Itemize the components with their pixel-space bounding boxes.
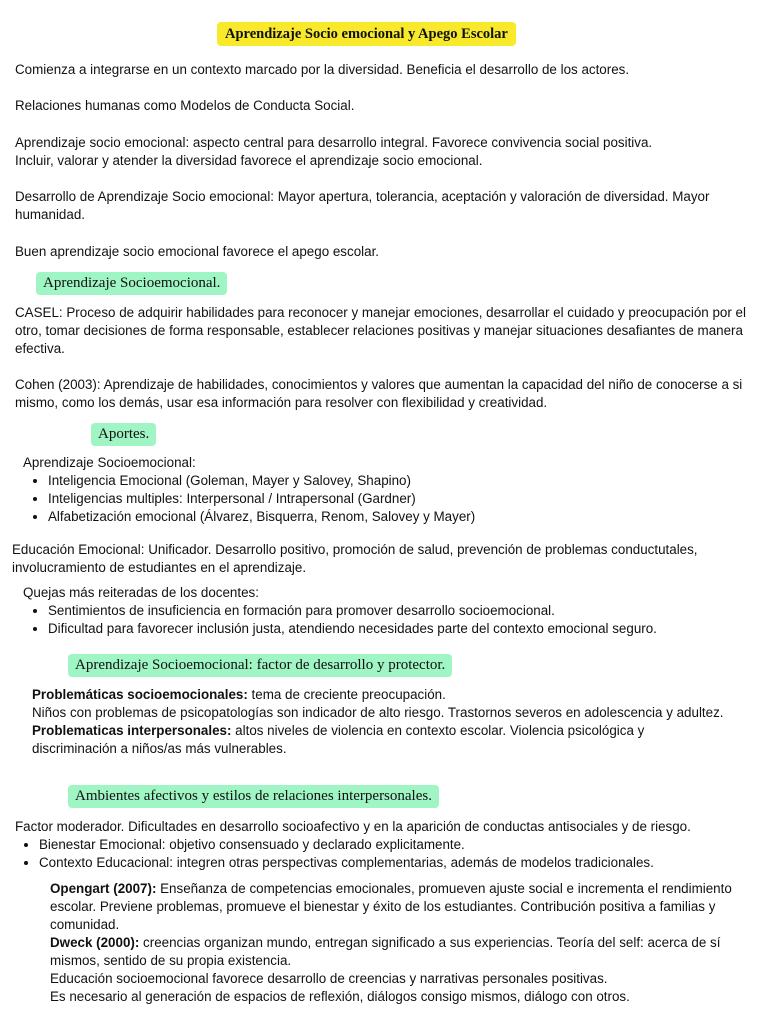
intro-paragraph-4: Desarrollo de Aprendizaje Socio emocional: Mayor apertura, tolerancia, aceptación y valoración de diversidad. Mayor humanidad.	[15, 189, 710, 222]
factor-block	[32, 686, 732, 758]
psicopatologias-text: Niños con problemas de psicopatologías son indicador de alto riesgo. Trastornos severos en adolescencia y adultez.	[32, 705, 724, 720]
intro-line: Incluir, valorar y atender la diversidad favorece el aprendizaje socio emocional.	[15, 153, 483, 168]
document-title: Aprendizaje Socio emocional y Apego Escolar	[217, 22, 516, 46]
intro-paragraph-5: Buen aprendizaje socio emocional favorece el apego escolar.	[15, 244, 380, 259]
opengart-paragraph	[50, 880, 738, 934]
references-block	[50, 880, 738, 1006]
intro-paragraph-3	[15, 134, 760, 170]
factor-moderador: Factor moderador. Dificultades en desarrollo socioafectivo y en la aparición de conductas antisociales y de riesgo.	[15, 819, 691, 834]
section-heading-ambientes: Ambientes afectivos y estilos de relaciones interpersonales.	[68, 785, 439, 808]
section-heading-aprendizaje: Aprendizaje Socioemocional.	[36, 272, 227, 295]
closing-line: Es necesario al generación de espacios de reflexión, diálogos consigo mismos, diálogo con otros.	[50, 989, 630, 1004]
dweck-paragraph	[50, 934, 738, 970]
section-heading-factor: Aprendizaje Socioemocional: factor de desarrollo y protector.	[68, 654, 452, 677]
text: altos niveles de violencia en contexto escolar. Violencia psicológica y discriminación a niños/as más vulnerables.	[32, 723, 645, 756]
list-item: • Inteligencias multiples: Interpersonal / Intrapersonal (Gardner)	[48, 490, 758, 508]
bold-label: Problematicas interpersonales:	[32, 723, 232, 738]
text: tema de creciente preocupación.	[247, 687, 446, 702]
problematicas-socioemocionales	[32, 686, 732, 704]
cohen-paragraph: Cohen (2003): Aprendizaje de habilidades, conocimientos y valores que aumentan la capacidad del niño de conocerse a si mismo, como los demás, usar esa información para resolver con flexibilidad y creatividad.	[15, 377, 743, 410]
intro-line: Aprendizaje socio emocional: aspecto central para desarrollo integral. Favorece convivencia social positiva.	[15, 135, 653, 150]
list-item: • Sentimientos de insuficiencia en formación para promover desarrollo socioemocional.	[48, 602, 758, 620]
intro-paragraph-2: Relaciones humanas como Modelos de Conducta Social.	[15, 98, 355, 113]
list-title: Aprendizaje Socioemocional:	[23, 455, 196, 470]
text: Enseñanza de competencias emocionales, promueven ajuste social e incrementa el rendimiento escolar. Previene problemas, promueve el bienestar y éxito de los estudiantes. Contribución positiva a familias y comunidad.	[50, 881, 732, 932]
problematicas-interpersonales	[32, 722, 732, 758]
casel-paragraph: CASEL: Proceso de adquirir habilidades para reconocer y manejar emociones, desarrollar el cuidado y preocupación por el otro, tomar decisiones de forma responsable, establecer relaciones positivas y manejar situaciones desafiantes de manera efectiva.	[15, 305, 746, 356]
closing-line: Educación socioemocional favorece desarrollo de creencias y narrativas personales positivas.	[50, 971, 608, 986]
section-heading-aportes: Aportes.	[91, 423, 156, 446]
educacion-emocional-paragraph: Educación Emocional: Unificador. Desarrollo positivo, promoción de salud, prevención de problemas conductutales, involucramiento de estudiantes en el aprendizaje.	[12, 542, 698, 575]
quejas-bullets	[23, 602, 758, 638]
intro-paragraph-1: Comienza a integrarse en un contexto marcado por la diversidad. Beneficia el desarrollo de los actores.	[15, 62, 630, 77]
ambientes-bullets	[15, 836, 760, 872]
list-item: • Alfabetización emocional (Álvarez, Bisquerra, Renom, Salovey y Mayer)	[48, 508, 758, 526]
text: creencias organizan mundo, entregan significado a sus experiencias. Teoría del self: acerca de sí mismos, sentido de su propia existencia.	[50, 935, 721, 968]
bold-label: Opengart (2007):	[50, 881, 157, 896]
list-item: • Dificultad para favorecer inclusión justa, atendiendo necesidades parte del contexto emocional seguro.	[48, 620, 758, 638]
ambientes-block	[15, 818, 760, 872]
aportes-bullets	[23, 472, 758, 526]
quejas-list	[23, 584, 758, 638]
aportes-list	[23, 454, 758, 526]
list-item: • Bienestar Emocional: objetivo consensuado y declarado explicitamente.	[39, 836, 760, 854]
list-item: • Contexto Educacional: integren otras perspectivas complementarias, además de modelos tradicionales.	[39, 854, 760, 872]
list-item: • Inteligencia Emocional (Goleman, Mayer y Salovey, Shapino)	[48, 472, 758, 490]
bold-label: Dweck (2000):	[50, 935, 140, 950]
bold-label: Problemáticas socioemocionales:	[32, 687, 248, 702]
list-title: Quejas más reiteradas de los docentes:	[23, 585, 259, 600]
